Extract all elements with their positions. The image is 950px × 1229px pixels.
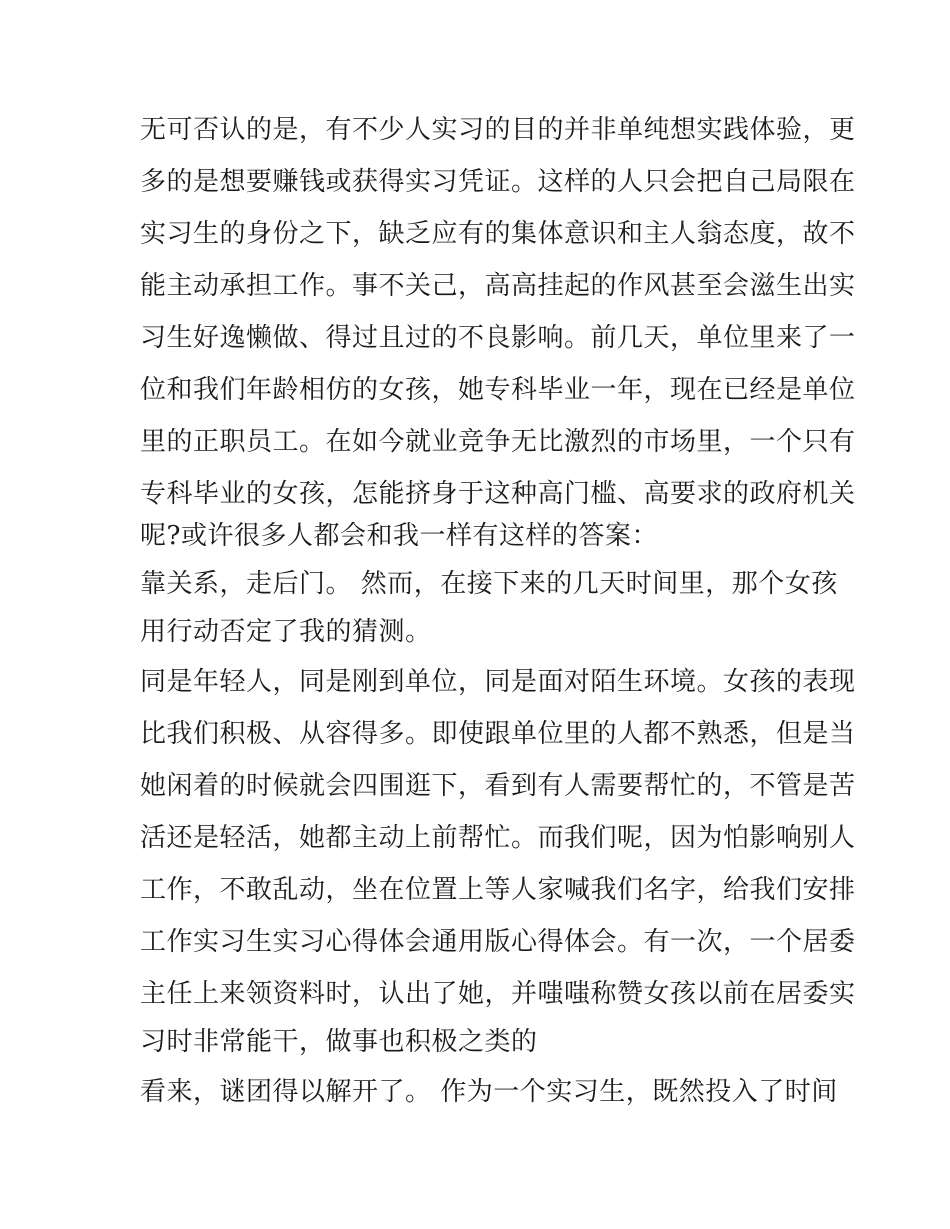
- text-line: 比我们积极、从容得多。即使跟单位里的人都不熟悉，但是当: [140, 719, 856, 749]
- text-line: 主任上来领资料时，认出了她，并嗤嗤称赞女孩以前在居委实: [140, 979, 856, 1009]
- text-line: 看来，谜团得以解开了。 作为一个实习生，既然投入了时间: [140, 1077, 838, 1107]
- text-line: 专科毕业的女孩，怎能挤身于这种高门槛、高要求的政府机关: [140, 479, 856, 509]
- text-line: 活还是轻活，她都主动上前帮忙。而我们呢，因为怕影响别人: [140, 823, 856, 853]
- text-line: 能主动承担工作。事不关己，高高挂起的作风甚至会滋生出实: [140, 271, 856, 301]
- text-line: 无可否认的是，有不少人实习的目的并非单纯想实践体验，更: [140, 115, 856, 145]
- text-line: 她闲着的时候就会四围逛下，看到有人需要帮忙的，不管是苦: [140, 771, 856, 801]
- text-line: 多的是想要赚钱或获得实习凭证。这样的人只会把自己局限在: [140, 167, 856, 197]
- text-line: 工作实习生实习心得体会通用版心得体会。有一次，一个居委: [140, 927, 856, 957]
- text-line: 位和我们年龄相仿的女孩，她专科毕业一年，现在已经是单位: [140, 375, 856, 405]
- text-line: 习生好逸懒做、得过且过的不良影响。前几天，单位里来了一: [140, 323, 856, 353]
- text-line: 里的正职员工。在如今就业竞争无比激烈的市场里，一个只有: [140, 427, 856, 457]
- text-line: 同是年轻人，同是刚到单位，同是面对陌生环境。女孩的表现: [140, 667, 856, 697]
- text-line: 靠关系，走后门。 然而，在接下来的几天时间里，那个女孩: [140, 569, 838, 599]
- text-line: 呢?或许很多人都会和我一样有这样的答案：: [140, 521, 658, 551]
- text-line: 工作，不敢乱动，坐在位置上等人家喊我们名字，给我们安排: [140, 875, 856, 905]
- text-line: 用行动否定了我的猜测。: [140, 617, 432, 647]
- text-line: 实习生的身份之下，缺乏应有的集体意识和主人翁态度，故不: [140, 219, 856, 249]
- text-line: 习时非常能干，做事也积极之类的: [140, 1027, 538, 1057]
